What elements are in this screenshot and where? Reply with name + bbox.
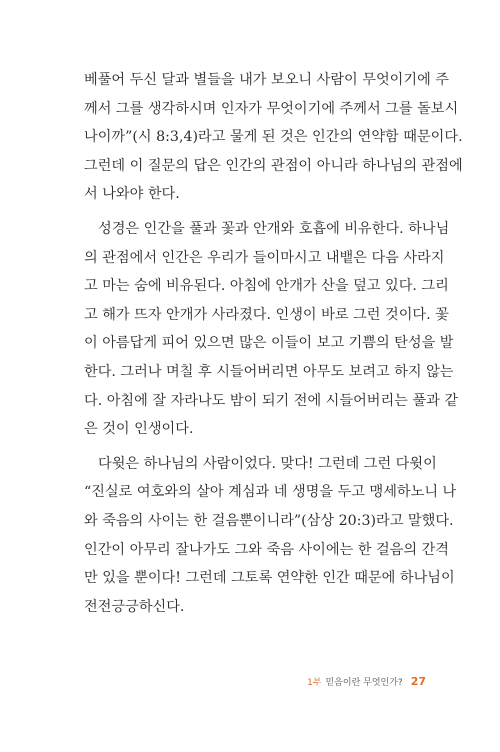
text-line: 다. 아침에 잘 자라나도 밤이 되기 전에 시들어버리는 풀과 같: [84, 392, 459, 409]
text-line: 께서 그를 생각하시며 인자가 무엇이기에 주께서 그를 돌보시: [84, 100, 459, 117]
text-line: 전전긍긍하신다.: [84, 598, 185, 615]
chapter-title: 믿음이란 무엇인가?: [325, 678, 403, 688]
part-label: 1부: [307, 678, 322, 688]
text-line: 다윗은 하나님의 사람이었다. 맞다! 그런데 그런 다윗이: [98, 455, 437, 472]
text-line: 베풀어 두신 달과 별들을 내가 보오니 사람이 무엇이기에 주: [84, 72, 450, 88]
paragraph-1: [84, 66, 463, 209]
text-line: 한다. 그러나 며칠 후 시들어버리면 아무도 보려고 하지 않는: [84, 363, 454, 380]
body-text: [84, 66, 463, 627]
text-line: 와 죽음의 사이는 한 걸음뿐이니라”(삼상 20:3)라고 말했다.: [84, 512, 454, 529]
text-line: “진실로 여호와의 살아 계심과 네 생명을 두고 맹세하노니 나: [84, 484, 457, 501]
text-line: 이 아름답게 피어 있으면 많은 이들이 보고 기쁨의 탄성을 발: [84, 335, 454, 352]
text-line: 나이까”(시 8:3,4)라고 물게 된 것은 인간의 연약함 때문이다.: [84, 129, 463, 146]
paragraph-2: [84, 215, 459, 444]
page-footer: [307, 675, 426, 688]
text-line: 은 것이 인생이다.: [84, 421, 194, 438]
text-line: 서 나와야 한다.: [84, 186, 180, 203]
text-line: 의 관점에서 인간은 우리가 들이마시고 내뱉은 다음 사라지: [84, 249, 445, 266]
text-line: 성경은 인간을 풀과 꽃과 안개와 호흡에 비유한다. 하나님: [98, 220, 450, 237]
text-line: 만 있을 뿐이다! 그런데 그토록 연약한 인간 때문에 하나님이: [84, 570, 455, 587]
text-line: 인간이 아무리 잘나가도 그와 죽음 사이에는 한 걸음의 간격: [84, 541, 450, 558]
paragraph-3: [84, 450, 457, 622]
text-line: 그런데 이 질문의 답은 인간의 관점이 아니라 하나님의 관점에: [84, 157, 463, 174]
text-line: 고 마는 숨에 비유된다. 아침에 안개가 산을 덮고 있다. 그리: [84, 278, 449, 295]
text-line: 고 해가 뜨자 안개가 사라졌다. 인생이 바로 그런 것이다. 꽃: [84, 306, 449, 323]
page-number: 27: [410, 675, 426, 688]
